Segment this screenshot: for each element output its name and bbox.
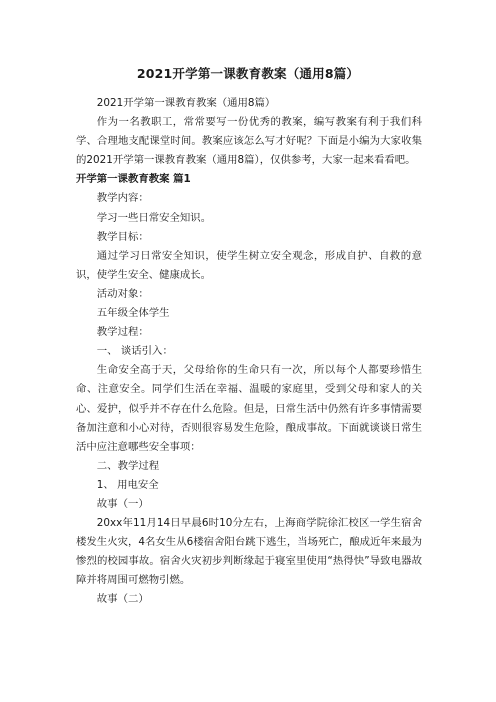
paragraph: 教学目标： [96,230,149,243]
paragraph: 故事（一） [96,497,149,510]
paragraph: 教学内容： [96,192,149,205]
document-title: 2021开学第一课教育教案（通用8篇） [136,66,360,81]
paragraph: 教学过程： [96,326,149,339]
paragraph: 故事（二） [96,593,149,606]
paragraph: 1、 用电安全 [96,478,159,491]
paragraph: 五年级全体学生 [96,307,170,320]
paragraph: 一、 谈话引入： [96,345,173,358]
paragraph: 二、教学过程 [96,459,160,472]
paragraph: 20xx年11月14日早晨6时10分左右，上海商学院徐汇校区一学生宿舍楼发生火灾，4名女生从6楼宿舍阳台跳下逃生，当场死亡，酿成近年来最为惨烈的校园事故。宿舍火灾初步判断缘起于寝室里使用“热得快”导致电器故障并将周围可燃物引燃。 [76,517,422,587]
paragraph: 作为一名教职工，常常要写一份优秀的教案，编写教案有利于我们科学、合理地支配课堂时间。教案应该怎么写才好呢？下面是小编为大家收集的2021开学第一课教育教案（通用8篇），仅供参考，大家一起来看看吧。 [76,116,422,167]
paragraph: 2021开学第一课教育教案（通用8篇） [96,97,276,109]
section-heading: 开学第一课教育教案 篇1 [76,173,191,186]
paragraph: 活动对象： [96,287,149,300]
paragraph: 学习一些日常安全知识。 [96,211,212,224]
document-body [76,94,422,610]
paragraph: 生命安全高于天，父母给你的生命只有一次，所以每个人都要珍惜生命、注意安全。同学们生活在幸福、温暖的家庭里，受到父母和家人的关心、爱护，似乎并不存在什么危险。但是，日常生活中仍然有许多事情需要备加注意和小心对待，否则很容易发生危险，酿成事故。下面就谈谈日常生活中应注意哪些安全事项： [76,364,422,453]
paragraph: 通过学习日常安全知识，使学生树立安全观念，形成自护、自救的意识，使学生安全、健康成长。 [76,249,422,281]
